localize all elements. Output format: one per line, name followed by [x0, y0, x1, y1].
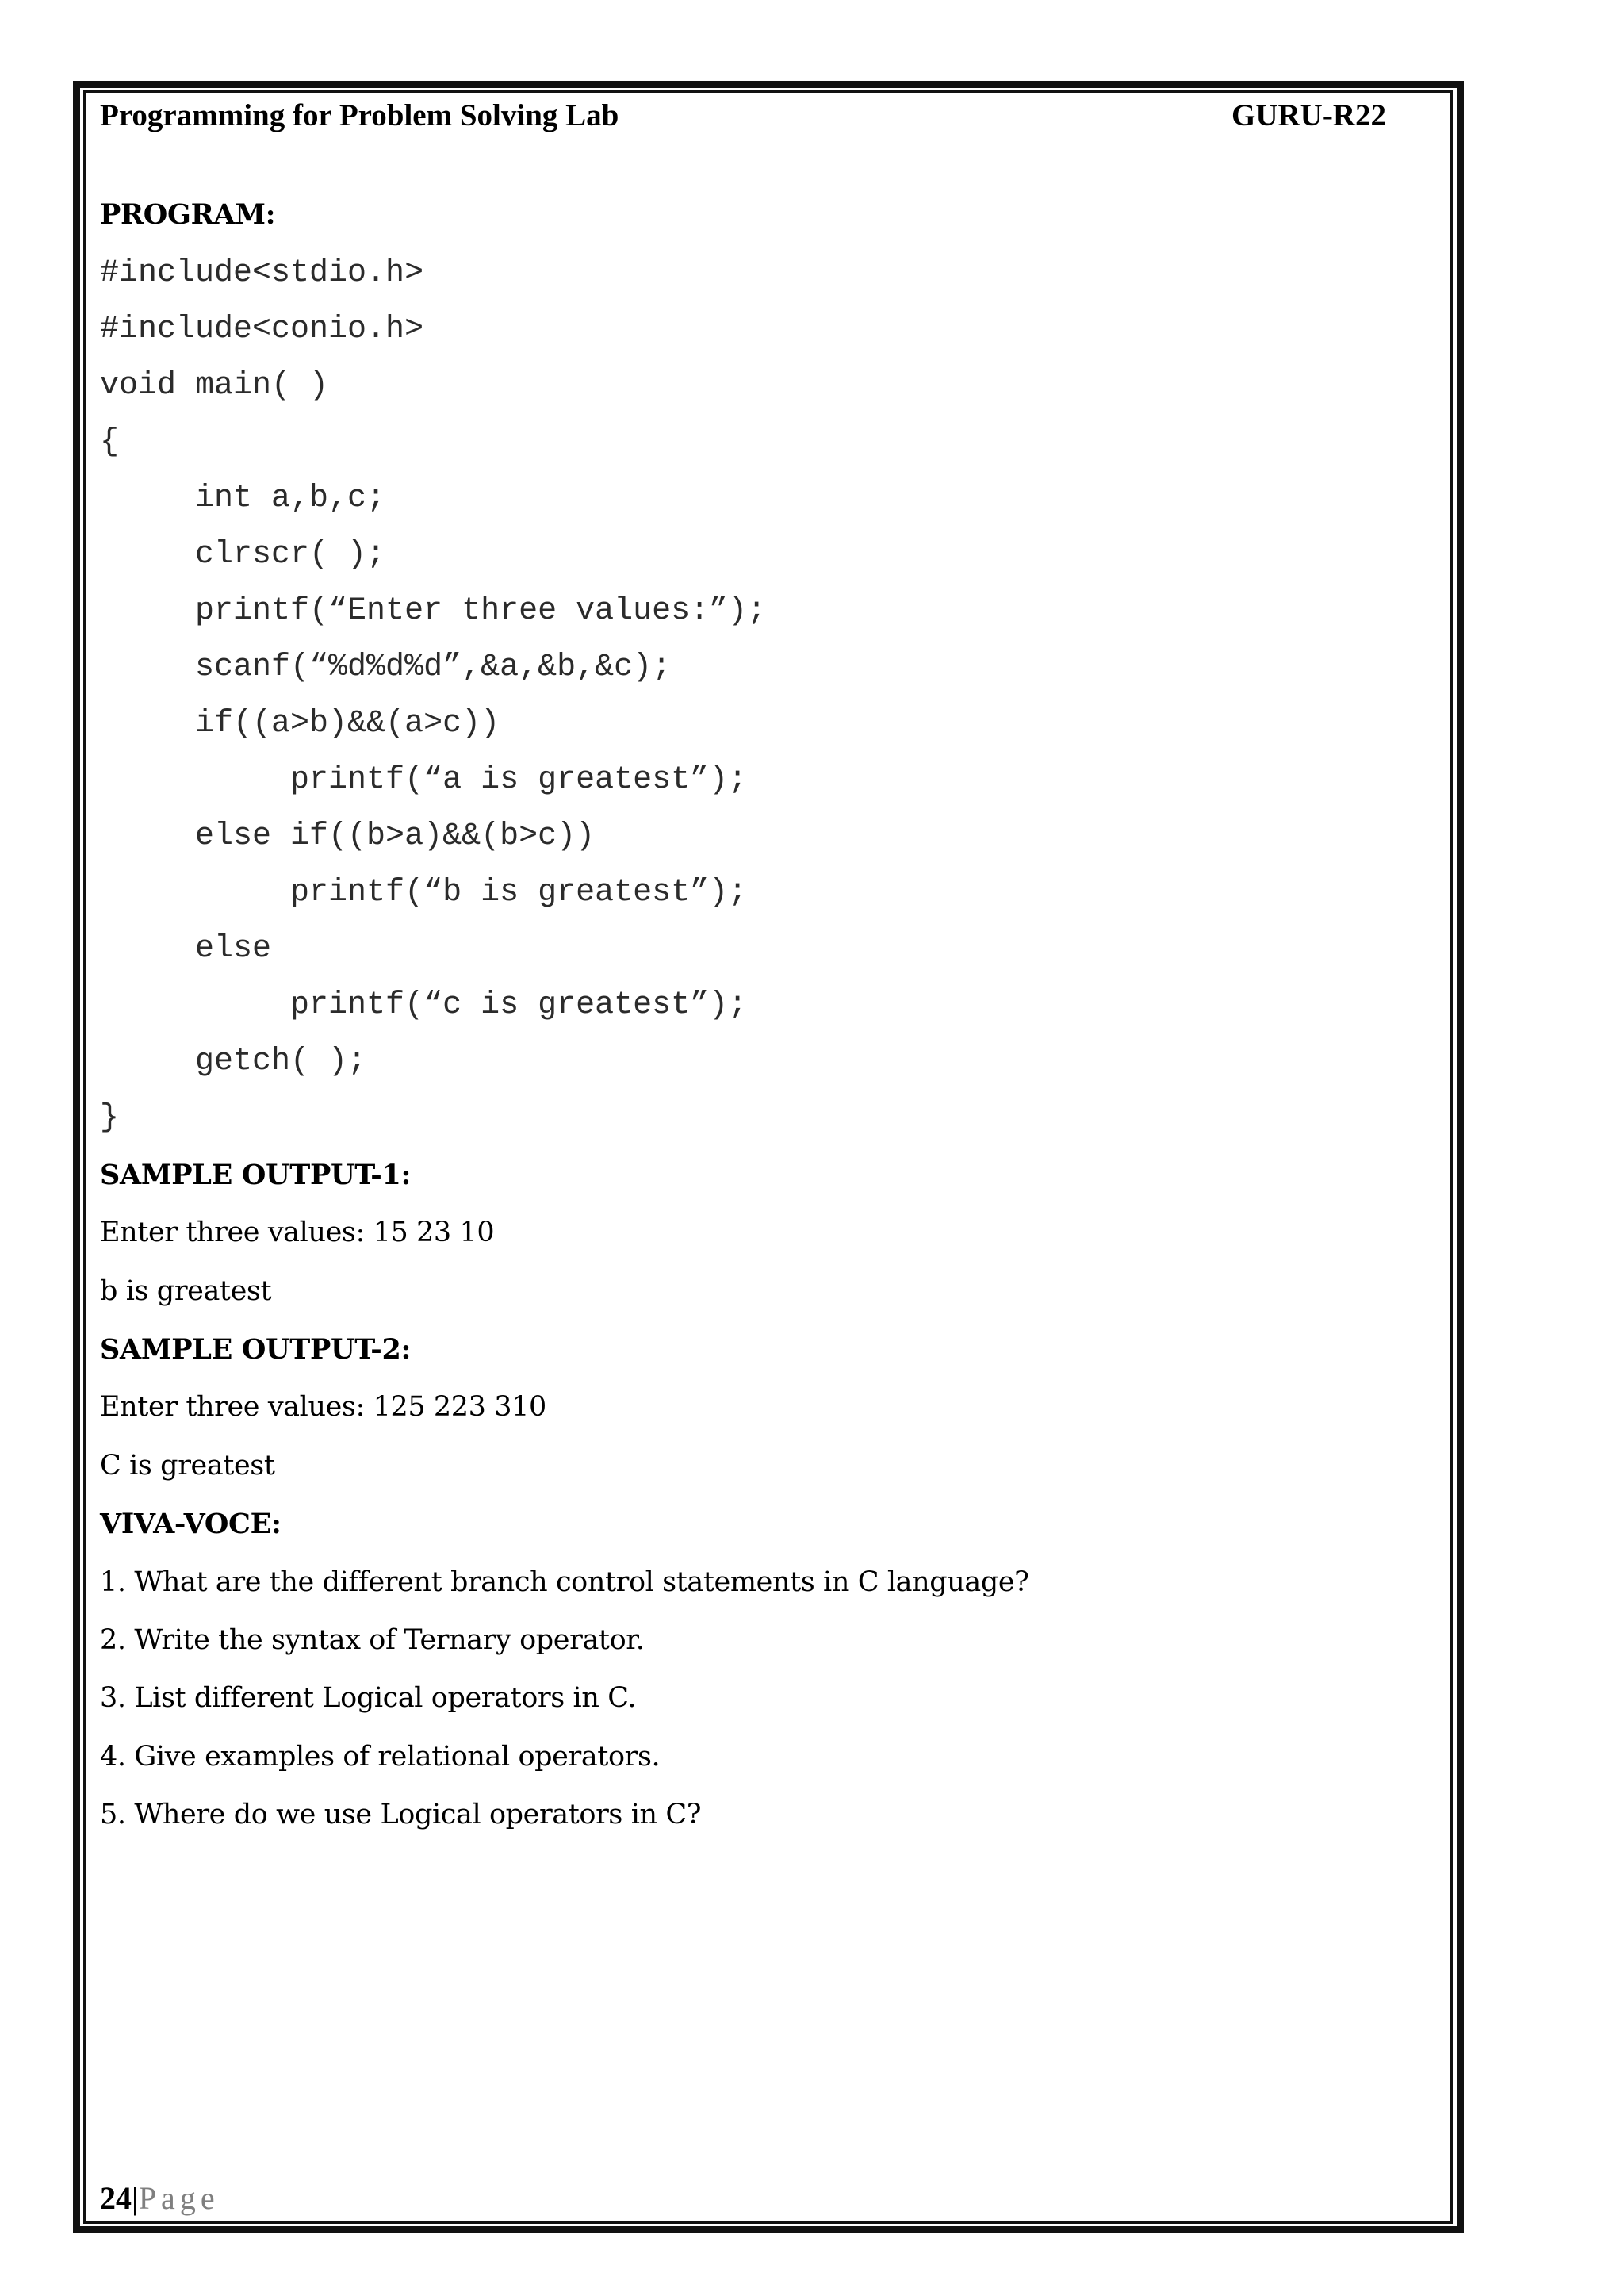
code-line: printf(“Enter three values:”);	[100, 593, 767, 629]
page-label: Page	[138, 2180, 220, 2216]
viva-question: 3. List different Logical operators in C.	[100, 1682, 637, 1714]
sample-output-line: C is greatest	[100, 1450, 275, 1481]
code-line: int a,b,c;	[100, 481, 386, 516]
sample-output-line: Enter three values: 15 23 10	[100, 1217, 495, 1248]
code-line: #include<stdio.h>	[100, 255, 424, 291]
code-line: #include<conio.h>	[100, 312, 424, 347]
program-heading: PROGRAM:	[100, 198, 276, 231]
footer-separator: |	[132, 2180, 139, 2216]
code-line: clrscr( );	[100, 537, 386, 573]
page-number: 24	[100, 2180, 132, 2216]
code-line: printf(“a is greatest”);	[100, 762, 748, 798]
code-line: if((a>b)&&(a>c))	[100, 706, 500, 742]
code-line: else if((b>a)&&(b>c))	[100, 818, 596, 854]
viva-question: 5. Where do we use Logical operators in C?	[100, 1799, 702, 1830]
lab-title: Programming for Problem Solving Lab	[100, 98, 619, 132]
code-line: else	[100, 931, 272, 967]
code-line: void main( )	[100, 368, 329, 404]
sample-output-1-heading: SAMPLE OUTPUT-1:	[100, 1159, 412, 1191]
code-line: printf(“c is greatest”);	[100, 987, 748, 1023]
sample-output-line: Enter three values: 125 223 310	[100, 1391, 546, 1423]
viva-question: 2. Write the syntax of Ternary operator.	[100, 1624, 645, 1656]
regulation-code: GURU-R22	[1231, 98, 1386, 132]
code-line: getch( );	[100, 1044, 367, 1079]
sample-output-line: b is greatest	[100, 1275, 272, 1307]
code-line: {	[100, 424, 120, 460]
code-line: scanf(“%d%d%d”,&a,&b,&c);	[100, 650, 672, 685]
viva-question: 1. What are the different branch control statements in C language?	[100, 1566, 1029, 1598]
viva-voce-heading: VIVA-VOCE:	[100, 1508, 282, 1540]
page-header	[100, 98, 1386, 137]
code-line: }	[100, 1100, 120, 1136]
viva-question: 4. Give examples of relational operators.	[100, 1741, 661, 1773]
page-border-inner	[83, 90, 1453, 2224]
code-line: printf(“b is greatest”);	[100, 875, 748, 910]
sample-output-2-heading: SAMPLE OUTPUT-2:	[100, 1333, 412, 1366]
page-footer	[100, 2179, 220, 2217]
